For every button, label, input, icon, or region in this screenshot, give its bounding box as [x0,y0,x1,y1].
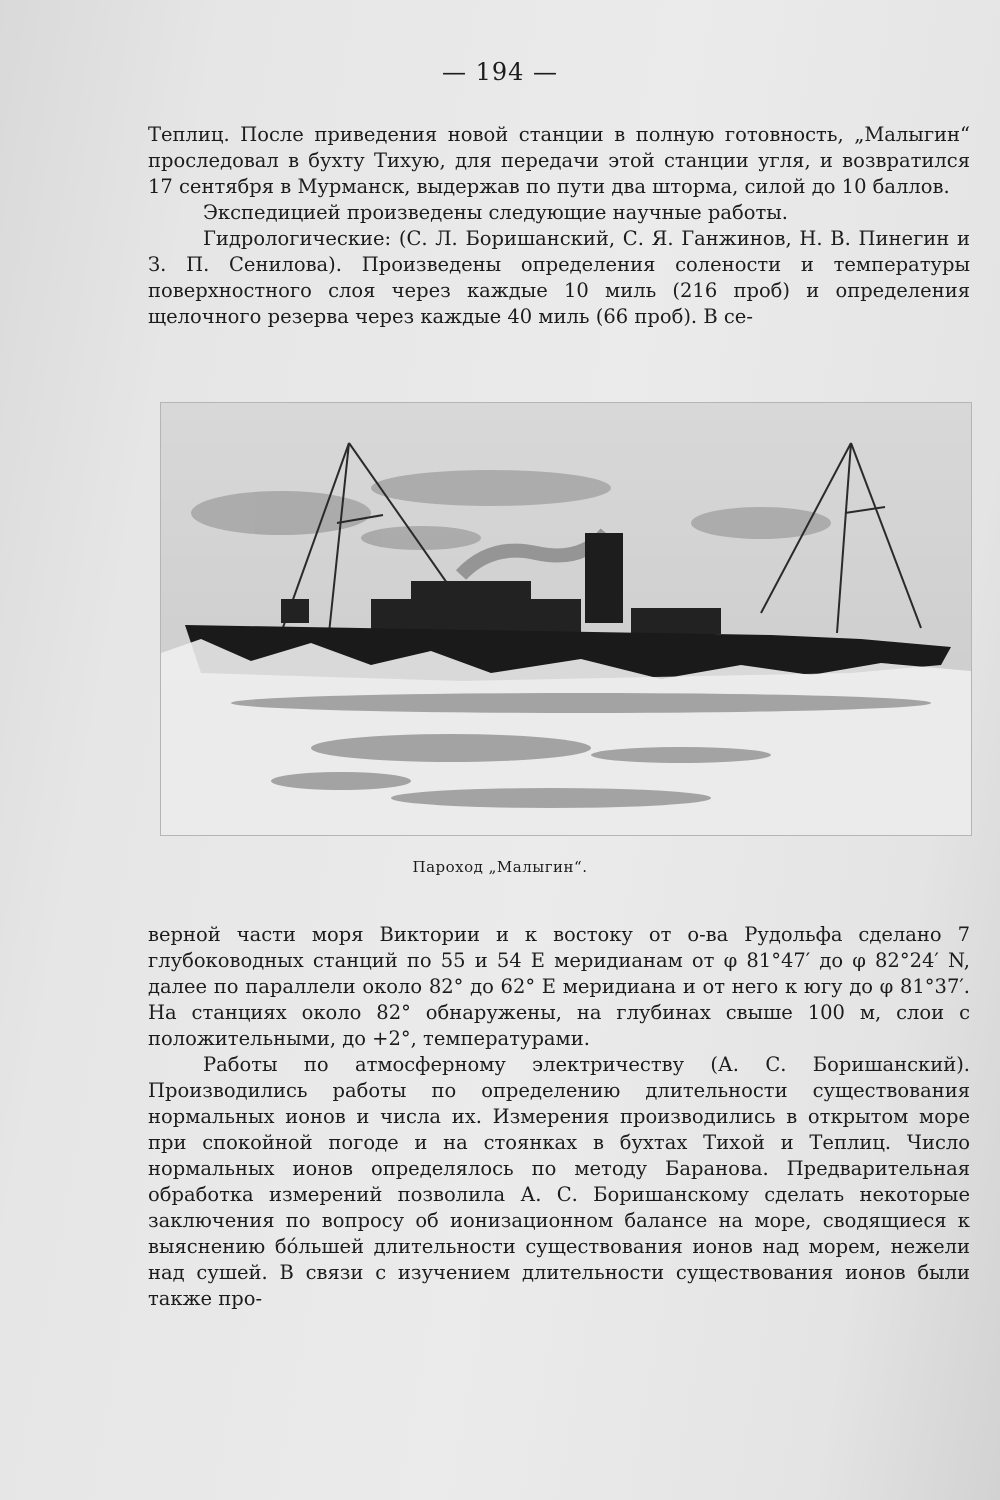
paragraph-atmospheric-electricity: Работы по атмосферному электричеству (А. С. Боришанский). Производились работы по определению длительности существования нормальных ионов и числа их. Измерения производились в открытом море при спокойной погоде и на стоянках в бухтах Тихой и Теплиц. Число нормальных ионов определялось по методу Баранова. Предварительная обработка измерений позволила А. С. Боришанскому сделать некоторые заключения по вопросу об ионизационном балансе на море, сводящиеся к выяснению бо́льшей длительности существования ионов над морем, нежели над сушей. В связи с изучением длительности существования ионов были также про- [148,1053,970,1310]
paragraph-hydrological: Гидрологические: (С. Л. Боришанский, С. Я. Ганжинов, Н. В. Пинегин и З. П. Сенилова). Произведены определения солености и температуры поверхностного слоя через каждые 10 миль (216 проб) и определения щелочного резерва через каждые 40 миль (66 проб). В се- [148,227,970,328]
paragraph-deep-water-stations: верной части моря Виктории и к востоку от о-ва Рудольфа сделано 7 глубоководных станций по 55 и 54 E меридианам от φ 81°47′ до φ 82°24′ N, далее по параллели около 82° до 62° E меридиана и от него к югу до φ 81°37′. На станциях около 82° обнаружены, на глубинах свыше 100 м, слои с положительными, до +2°, температурами. [148,923,970,1050]
ship-photo-illustration [161,403,971,835]
page-number: — 194 — [441,58,559,86]
ship-funnel [585,533,623,623]
top-text-block [148,122,970,330]
paragraph-intro: Теплиц. После приведения новой станции в полную готовность, „Малыгин“ проследовал в бухту Тихую, для передачи этой станции угля, и возвратился 17 сентября в Мурманск, выдержав по пути два шторма, силой до 10 баллов. [148,123,970,198]
paragraph-scientific-works: Экспедицией произведены следующие научные работы. [203,201,788,224]
photo-caption: Пароход „Малыгин“. [412,858,588,876]
bottom-text-block [148,922,970,1312]
ship-photo [160,402,972,836]
